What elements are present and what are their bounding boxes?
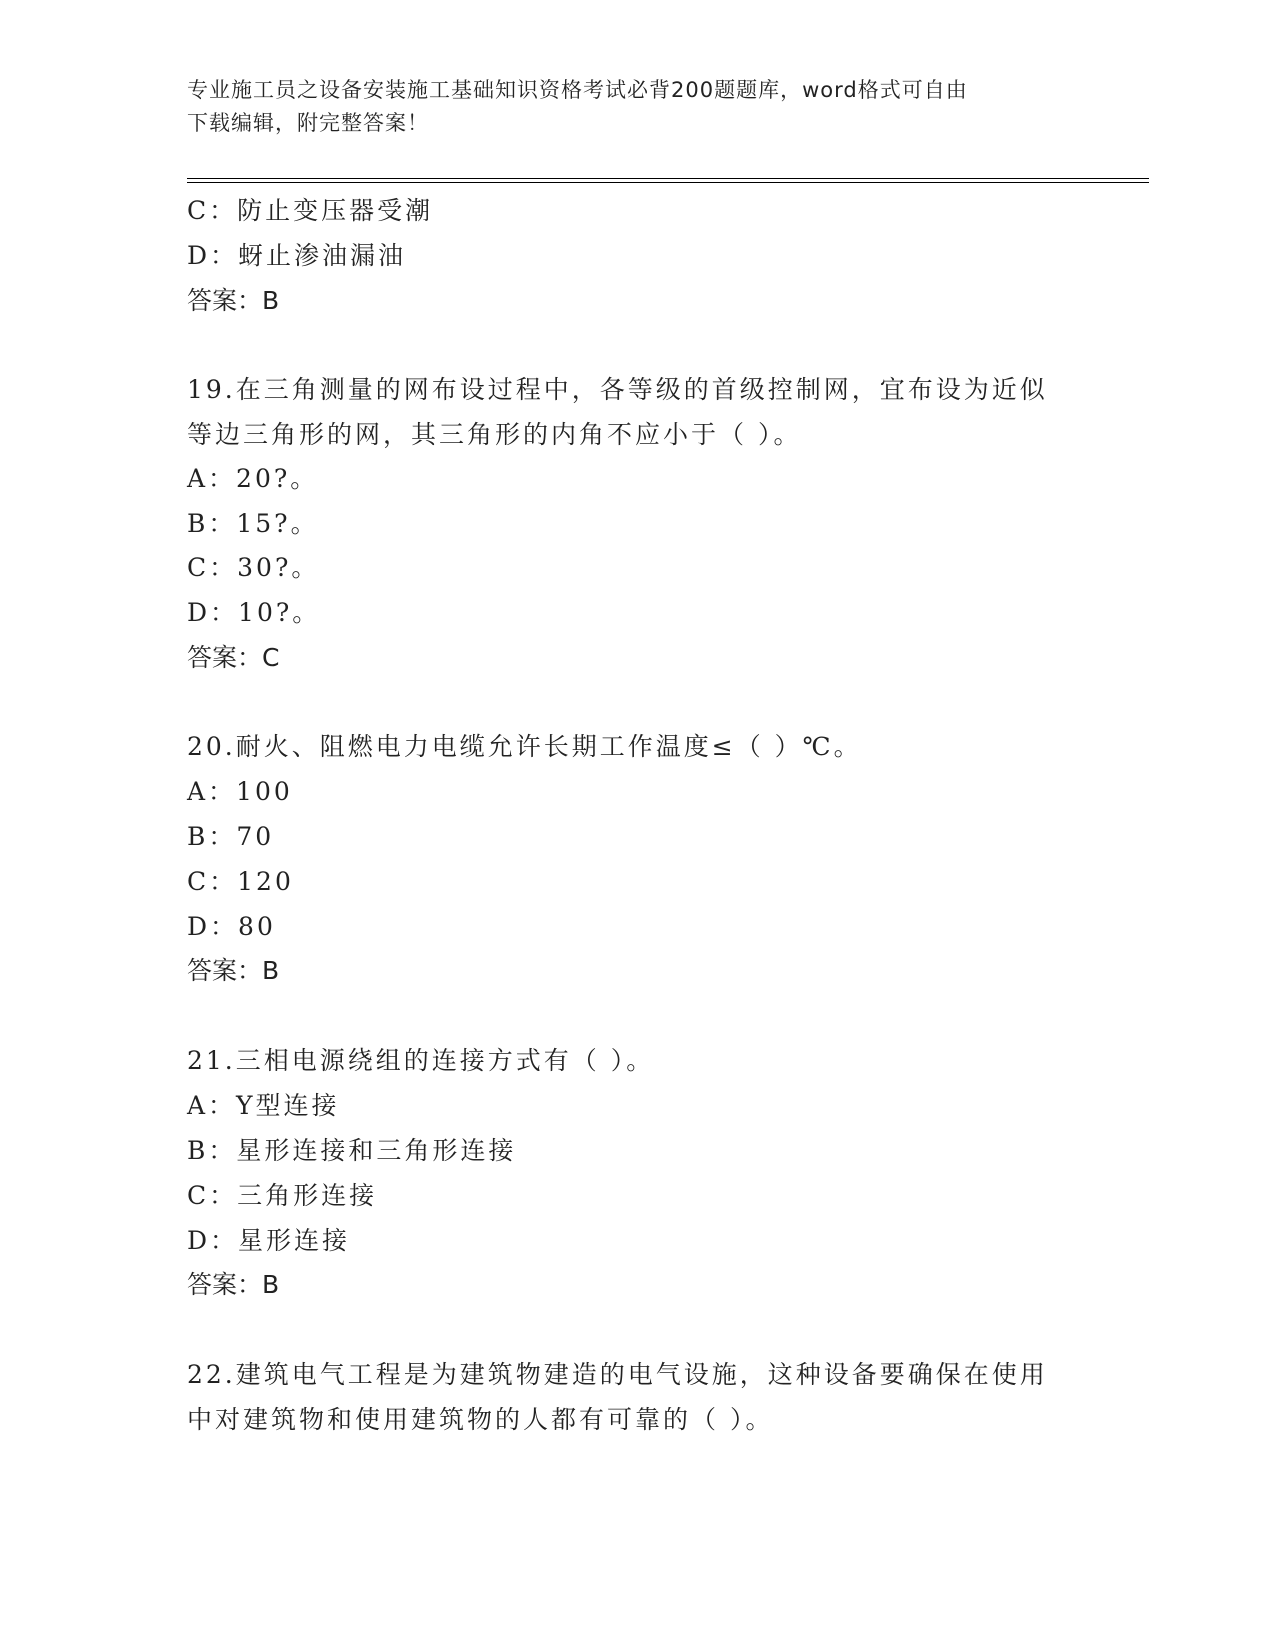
option-c: C：防止变压器受潮 (187, 196, 434, 225)
question-19-option-b: B：15?。 (187, 509, 319, 538)
question-20-option-a: A：100 (187, 777, 293, 806)
option-d: D：蚜止渗油漏油 (187, 241, 407, 270)
header-rule-top (187, 178, 1149, 179)
question-22-stem-line-2: 中对建筑物和使用建筑物的人都有可靠的（ ）。 (187, 1405, 774, 1434)
question-19-answer: 答案：C (187, 643, 280, 672)
question-20-option-c: C：120 (187, 867, 294, 896)
question-20-option-d: D：80 (187, 912, 276, 941)
question-19-option-c: C：30?。 (187, 553, 320, 582)
question-19-option-a: A：20?。 (187, 464, 319, 493)
question-21-option-c: C：三角形连接 (187, 1181, 378, 1210)
question-21-option-d: D：星形连接 (187, 1226, 351, 1255)
document-header (187, 74, 1087, 140)
answer: 答案：B (187, 286, 280, 315)
question-20-option-b: B：70 (187, 822, 275, 851)
question-19-stem-line-2: 等边三角形的网，其三角形的内角不应小于（ ）。 (187, 420, 802, 449)
header-rule-bottom (187, 182, 1149, 183)
question-21-answer: 答案：B (187, 1270, 280, 1299)
question-21-option-a: A：Y型连接 (187, 1091, 340, 1120)
question-19-option-d: D：10?。 (187, 598, 321, 627)
header-line-2: 下载编辑，附完整答案！ (187, 111, 429, 135)
question-19-stem-line-1: 19.在三角测量的网布设过程中，各等级的首级控制网，宜布设为近似 (187, 375, 1048, 404)
question-20-answer: 答案：B (187, 956, 280, 985)
question-20-stem: 20.耐火、阻燃电力电缆允许长期工作温度≤（ ）℃。 (187, 732, 862, 761)
question-21-option-b: B：星形连接和三角形连接 (187, 1136, 517, 1165)
question-21-stem: 21.三相电源绕组的连接方式有（ ）。 (187, 1046, 655, 1075)
question-22-stem-line-1: 22.建筑电气工程是为建筑物建造的电气设施，这种设备要确保在使用 (187, 1360, 1048, 1389)
header-line-1: 专业施工员之设备安装施工基础知识资格考试必背200题题库，word格式可自由 (187, 78, 968, 102)
